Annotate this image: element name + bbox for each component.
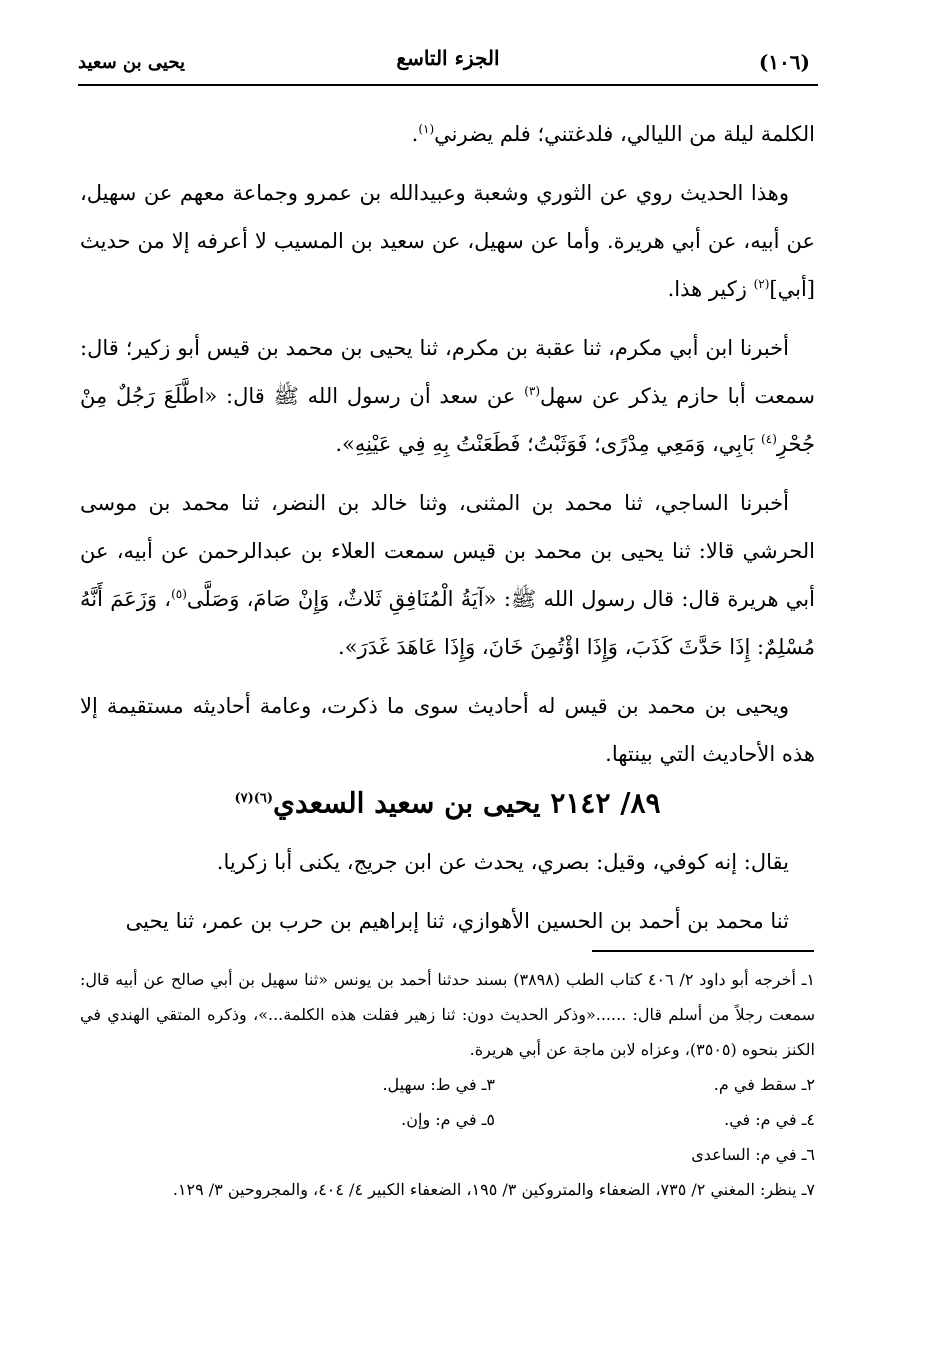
paragraph-3-end: بَابِي، وَمَعِي مِدْرًى؛ فَوَثَبْتُ؛ فَطَعَنْتُ بِهِ فِي عَيْنِهِ». bbox=[335, 432, 762, 456]
footnote-row-4-5 bbox=[80, 1102, 815, 1137]
page-number: (١٠٦) bbox=[758, 50, 810, 74]
footnote-5: ٥ـ في م: وإن. bbox=[401, 1110, 495, 1129]
footnote-2: ٢ـ سقط في م. bbox=[713, 1075, 815, 1094]
paragraph-1-end: . bbox=[411, 122, 419, 146]
page-header bbox=[78, 40, 818, 84]
footnote-6: ٦ـ في م: الساعدى bbox=[691, 1145, 815, 1164]
entry-heading bbox=[80, 774, 815, 828]
footnote-ref-1: (١) bbox=[418, 122, 435, 136]
footnote-ref-3: (٣) bbox=[524, 384, 541, 398]
paragraph-1 bbox=[80, 110, 815, 158]
paragraph-2-end: زكير هذا. bbox=[667, 277, 754, 301]
entry-footnote-refs: (٦)(٧) bbox=[234, 791, 274, 806]
entry-paragraph-2: ثنا محمد بن أحمد بن الحسين الأهوازي، ثنا إبراهيم بن حرب بن عمر، ثنا يحيى bbox=[125, 909, 789, 933]
entry-title: ٨٩/ ٢١٤٢ يحيى بن سعيد السعدي bbox=[273, 786, 661, 820]
paragraph-3-mid: عن سعد أن رسول الله ﷺ قال: «اطَّلَعَ رَجُلٌ مِنْ جُحْرِ bbox=[80, 384, 815, 456]
paragraph-5: ويحيى بن محمد بن قيس له أحاديث سوى ما ذكرت، وعامة أحاديثه مستقيمة إلا هذه الأحاديث التي بينتها. bbox=[80, 694, 815, 766]
entry-text bbox=[80, 838, 815, 956]
paragraph-2 bbox=[80, 169, 815, 313]
volume-part-title: الجزء التاسع bbox=[396, 46, 500, 70]
paragraph-3-text: أخبرنا ابن أبي مكرم، ثنا عقبة بن مكرم، ثنا يحيى بن محمد بن قيس أبو زكير؛ قال: سمعت أبا حازم يذكر عن سهل bbox=[80, 336, 815, 408]
footnote-ref-5: (٥) bbox=[171, 587, 187, 601]
paragraph-4 bbox=[80, 479, 815, 671]
footnote-divider bbox=[592, 950, 814, 952]
footnote-row-2-3 bbox=[80, 1067, 815, 1102]
footnote-3: ٣ـ في ط: سهيل. bbox=[382, 1075, 495, 1094]
footnote-ref-4: (٤) bbox=[761, 432, 777, 446]
paragraph-3 bbox=[80, 324, 815, 468]
footnote-ref-2: (٢) bbox=[753, 277, 770, 291]
entry-paragraph-1: يقال: إنه كوفي، وقيل: بصري، يحدث عن ابن جريج، يكنى أبا زكريا. bbox=[216, 850, 789, 874]
paragraph-4-end: ، وَزَعَمَ أَنَّهُ مُسْلِمٌ: إِذَا حَدَّثَ كَذَبَ، وَإِذَا اؤْتُمِنَ خَانَ، وَإِذَا عَاهَدَ غَدَرَ». bbox=[80, 587, 815, 659]
running-head-name: يحيى بن سعيد bbox=[78, 52, 185, 73]
footnote-4: ٤ـ في م: في. bbox=[724, 1110, 815, 1129]
paragraph-4-text: أخبرنا الساجي، ثنا محمد بن المثنى، وثنا خالد بن النضر، ثنا محمد بن موسى الحرشي قالا: ثنا يحيى بن محمد بن قيس سمعت العلاء بن عبدالرحمن عن أبيه، عن أبي هريرة قال: قال رسول الله ﷺ: «آيَةُ الْمُنَافِقِ ثَلاثٌ، وَإِنْ صَامَ، وَصَلَّى bbox=[80, 491, 815, 611]
paragraph-2-text: وهذا الحديث روي عن الثوري وشعبة وعبيدالله بن عمرو وجماعة معهم عن سهيل، عن أبيه، عن أبي هريرة. وأما عن سهيل، عن سعيد بن المسيب لا أعرفه إلا من حديث [أبي] bbox=[80, 181, 815, 301]
footnotes bbox=[80, 962, 815, 1207]
paragraph-1-text: الكلمة ليلة من الليالي، فلدغتني؛ فلم يضرني bbox=[434, 122, 815, 146]
footnote-7: ٧ـ ينظر: المغني ٢/ ٧٣٥، الضعفاء والمتروكين ٣/ ١٩٥، الضعفاء الكبير ٤/ ٤٠٤، والمجروحين ٣/ ١٢٩. bbox=[172, 1180, 815, 1199]
footnote-1: ١ـ أخرجه أبو داود ٢/ ٤٠٦ كتاب الطب (٣٨٩٨) بسند حدثنا أحمد بن يونس «ثنا سهيل بن أبي صالح عن أبيه قال: سمعت رجلاً من أسلم قال: ......«وذكر الحديث دون: ثنا زهير فقلت هذه الكلمة...»، وذكره المتقي الهندي في الكنز بنحوه (٣٥٠٥)، وعزاه لابن ماجة عن أبي هريرة. bbox=[80, 970, 815, 1059]
header-divider bbox=[78, 84, 818, 86]
main-text bbox=[80, 110, 815, 789]
